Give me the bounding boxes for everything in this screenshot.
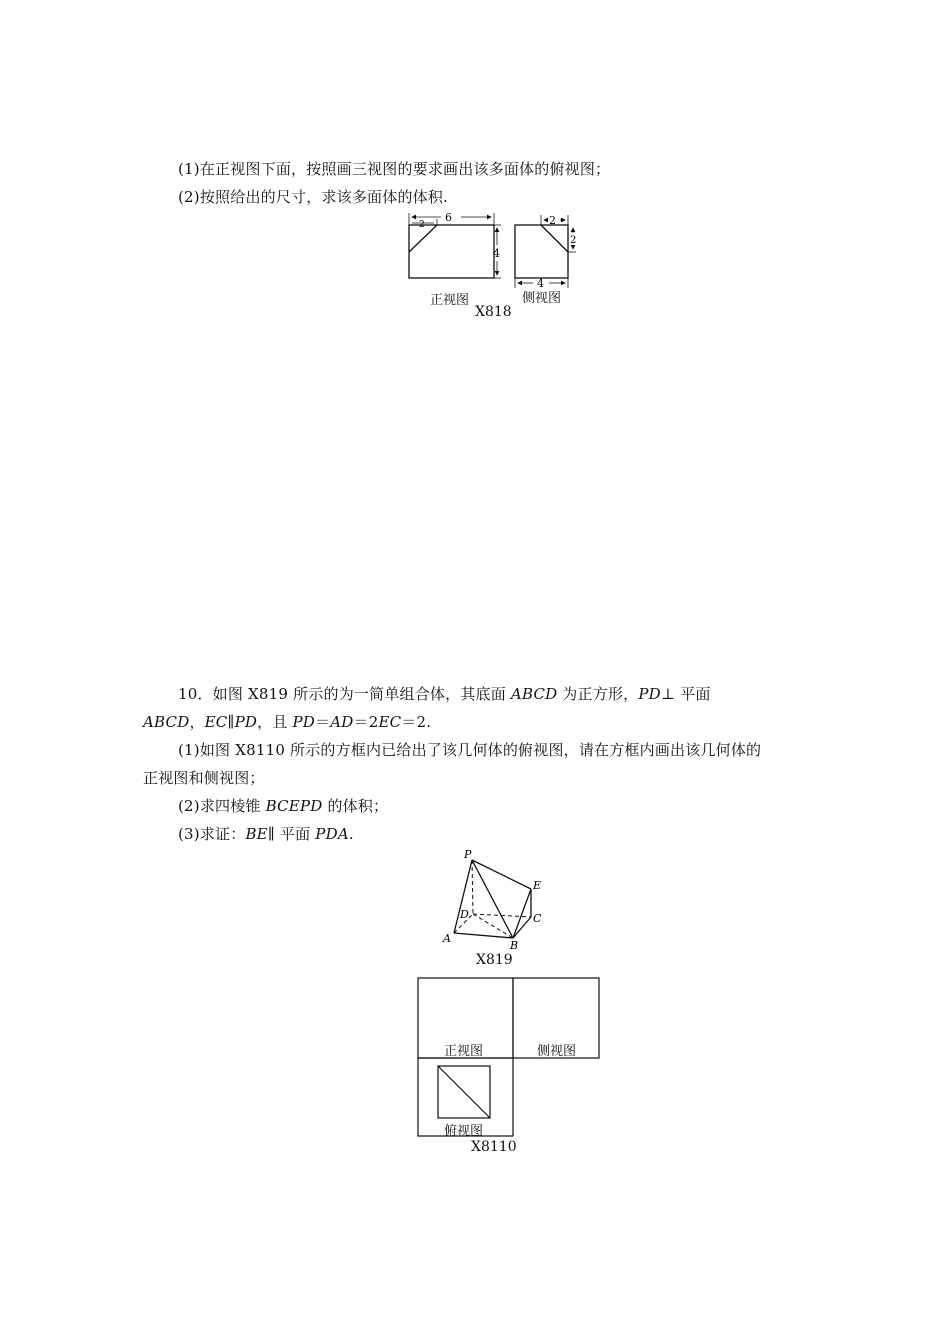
figure-x819 <box>435 845 555 955</box>
problem10-intro <box>178 683 711 704</box>
problem10-line2 <box>143 711 431 732</box>
top-view-box-caption: 俯视图 <box>444 1124 484 1139</box>
problem10-q1a: (1)如图 X8110 所示的方框内已给出了该几何体的俯视图，请在方框内画出该几何体的 <box>178 741 762 759</box>
line2-ec: EC <box>204 713 228 731</box>
side-right-label: 2 <box>570 235 577 246</box>
problem10-q3 <box>178 823 354 844</box>
q3-post: . <box>348 825 354 843</box>
line2-abcd: ABCD <box>143 713 190 731</box>
line2-mid: ，且 <box>257 713 293 731</box>
line2-sep: ， <box>189 713 205 731</box>
front-width-label: 6 <box>445 211 452 224</box>
q2-bcepd: BCEPD <box>265 797 323 815</box>
figure-label-x8110: X8110 <box>471 1139 517 1155</box>
point-p: P <box>464 848 472 861</box>
side-view-caption: 侧视图 <box>522 291 562 306</box>
intro-pd: PD <box>638 685 661 703</box>
line2-pd2: PD <box>292 713 316 731</box>
side-bottom-label: 4 <box>537 277 544 290</box>
figure-label-x819: X819 <box>476 952 513 968</box>
q3-mid: ∥ 平面 <box>267 825 316 843</box>
intro-text-b: 为正方形， <box>557 685 639 703</box>
line2-ad: AD <box>330 713 354 731</box>
point-e: E <box>533 879 542 892</box>
line2-eq2: ＝2 <box>353 713 379 731</box>
point-c: C <box>533 912 542 925</box>
q3-pre: (3)求证： <box>178 825 246 843</box>
q2-post: 的体积； <box>322 797 389 815</box>
problem9-q2: (2)按照给出的尺寸，求该多面体的体积. <box>178 188 449 206</box>
front-view-caption: 正视图 <box>430 293 470 308</box>
problem10-q1b: 正视图和侧视图； <box>143 769 265 787</box>
solid-edges <box>454 860 531 938</box>
problem10-q2 <box>178 795 388 816</box>
top-view-drawing <box>438 1066 490 1118</box>
q3-be: BE <box>245 825 268 843</box>
point-d: D <box>460 908 469 921</box>
line2-ec2: EC <box>378 713 402 731</box>
line2-pd: PD <box>234 713 258 731</box>
front-view-box-caption: 正视图 <box>444 1044 484 1059</box>
front-small-label: 2 <box>419 220 425 230</box>
line2-parallel: ∥ <box>227 713 235 731</box>
point-b: B <box>510 939 519 952</box>
q3-pda: PDA <box>315 825 349 843</box>
point-a: A <box>443 932 451 945</box>
front-height-label: 4 <box>493 247 500 260</box>
side-top-label: 2 <box>549 214 556 227</box>
intro-abcd: ABCD <box>510 685 558 703</box>
side-view-box-caption: 侧视图 <box>537 1044 577 1059</box>
intro-text-c: ⊥ 平面 <box>660 685 711 703</box>
line2-eq: ＝ <box>315 713 331 731</box>
intro-text-a: 10．如图 X819 所示的为一简单组合体，其底面 <box>178 685 511 703</box>
q2-pre: (2)求四棱锥 <box>178 797 266 815</box>
line2-end: ＝2. <box>401 713 432 731</box>
figure-label-x818: X818 <box>475 304 512 320</box>
problem9-q1: (1)在正视图下面，按照画三视图的要求画出该多面体的俯视图； <box>178 160 611 178</box>
side-view <box>515 215 576 288</box>
